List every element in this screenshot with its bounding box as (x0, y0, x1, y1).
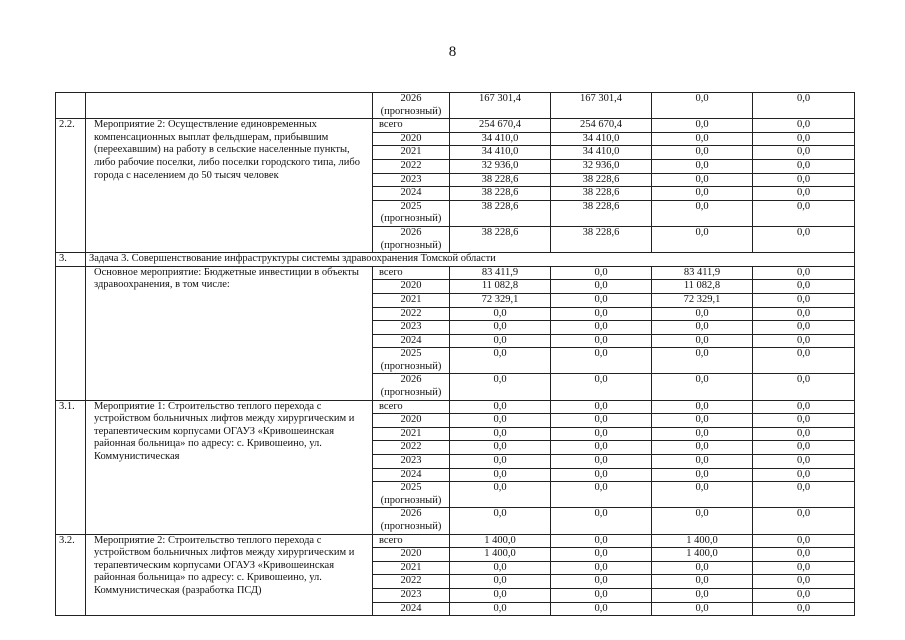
value-cell: 0,0 (551, 534, 652, 548)
year-cell: 2022 (373, 575, 450, 589)
year-cell: 2024 (373, 468, 450, 482)
description-cell: Мероприятие 2: Строительство теплого перехода с устройством больничных лифтов между хирургическим и терапевтическим корпусами ОГАУЗ «Кривошеинская районная больница» по адресу: с. Кривошеино, ул. Коммунистическая (разработка ПСД) (86, 534, 373, 616)
description-cell: Мероприятие 2: Осуществление единовременных компенсационных выплат фельдшерам, прибывшим (переехавшим) на работу в сельские населенные пункты, либо рабочие поселки, либо поселки городского типа, либо города с населением до 50 тысяч человек (86, 119, 373, 253)
value-cell: 0,0 (450, 348, 551, 374)
value-cell: 0,0 (652, 400, 753, 414)
task-heading-cell: Задача 3. Совершенствование инфраструктуры системы здравоохранения Томской области (86, 253, 855, 267)
value-cell: 0,0 (753, 266, 855, 280)
value-cell: 32 936,0 (551, 159, 652, 173)
value-cell: 0,0 (551, 602, 652, 616)
value-cell: 38 228,6 (450, 173, 551, 187)
year-cell: всего (373, 119, 450, 133)
description-cell (86, 93, 373, 119)
value-cell: 0,0 (753, 441, 855, 455)
year-cell: 2020 (373, 132, 450, 146)
budget-table (55, 92, 855, 616)
table-row (56, 93, 855, 119)
row-number-cell: 3. (56, 253, 86, 267)
value-cell: 38 228,6 (551, 226, 652, 252)
value-cell: 0,0 (652, 468, 753, 482)
value-cell: 34 410,0 (551, 132, 652, 146)
value-cell: 254 670,4 (551, 119, 652, 133)
value-cell: 0,0 (753, 508, 855, 534)
value-cell: 38 228,6 (551, 200, 652, 226)
value-cell: 38 228,6 (551, 173, 652, 187)
description-cell: Мероприятие 1: Строительство теплого перехода с устройством больничных лифтов между хирургическим и терапевтическим корпусами ОГАУЗ «Кривошеинская районная больница» по адресу: с. Кривошеино, ул. Коммунистическая (86, 400, 373, 534)
value-cell: 0,0 (652, 119, 753, 133)
value-cell: 0,0 (753, 427, 855, 441)
table-row (56, 534, 855, 548)
value-cell: 0,0 (652, 146, 753, 160)
year-cell: всего (373, 400, 450, 414)
value-cell: 83 411,9 (652, 266, 753, 280)
value-cell: 0,0 (652, 414, 753, 428)
value-cell: 0,0 (551, 374, 652, 400)
year-cell: 2025 (прогнозный) (373, 200, 450, 226)
value-cell: 254 670,4 (450, 119, 551, 133)
value-cell: 38 228,6 (450, 200, 551, 226)
value-cell: 0,0 (450, 427, 551, 441)
description-cell: Основное мероприятие: Бюджетные инвестиции в объекты здравоохранения, в том числе: (86, 266, 373, 400)
year-cell: 2023 (373, 455, 450, 469)
year-cell: 2025 (прогнозный) (373, 482, 450, 508)
value-cell: 0,0 (652, 441, 753, 455)
value-cell: 0,0 (450, 508, 551, 534)
value-cell: 0,0 (450, 482, 551, 508)
value-cell: 0,0 (652, 187, 753, 201)
value-cell: 0,0 (551, 441, 652, 455)
year-cell: всего (373, 534, 450, 548)
value-cell: 0,0 (753, 455, 855, 469)
row-number-cell (56, 93, 86, 119)
year-cell: 2020 (373, 548, 450, 562)
year-cell: 2023 (373, 173, 450, 187)
year-cell: 2022 (373, 441, 450, 455)
year-cell: 2026 (прогнозный) (373, 93, 450, 119)
year-cell: 2022 (373, 307, 450, 321)
value-cell: 0,0 (652, 588, 753, 602)
year-cell: 2024 (373, 187, 450, 201)
value-cell: 0,0 (753, 575, 855, 589)
value-cell: 0,0 (450, 307, 551, 321)
value-cell: 0,0 (652, 575, 753, 589)
value-cell: 0,0 (551, 348, 652, 374)
value-cell: 0,0 (753, 307, 855, 321)
value-cell: 0,0 (450, 602, 551, 616)
value-cell: 0,0 (652, 307, 753, 321)
row-number-cell (56, 266, 86, 400)
value-cell: 0,0 (652, 374, 753, 400)
value-cell: 0,0 (551, 575, 652, 589)
value-cell: 72 329,1 (450, 293, 551, 307)
year-cell: 2021 (373, 561, 450, 575)
value-cell: 0,0 (551, 293, 652, 307)
value-cell: 0,0 (753, 187, 855, 201)
value-cell: 0,0 (753, 280, 855, 294)
value-cell: 0,0 (652, 132, 753, 146)
value-cell: 0,0 (551, 588, 652, 602)
value-cell: 0,0 (753, 146, 855, 160)
value-cell: 34 410,0 (551, 146, 652, 160)
year-cell: 2024 (373, 602, 450, 616)
value-cell: 0,0 (551, 321, 652, 335)
value-cell: 0,0 (652, 173, 753, 187)
value-cell: 167 301,4 (551, 93, 652, 119)
value-cell: 0,0 (753, 132, 855, 146)
value-cell: 0,0 (551, 508, 652, 534)
value-cell: 0,0 (753, 548, 855, 562)
value-cell: 0,0 (753, 414, 855, 428)
value-cell: 34 410,0 (450, 146, 551, 160)
year-cell: 2020 (373, 280, 450, 294)
row-number-cell: 2.2. (56, 119, 86, 253)
table-row (56, 119, 855, 133)
row-number-cell: 3.2. (56, 534, 86, 616)
year-cell: 2021 (373, 146, 450, 160)
page-number: 8 (448, 44, 457, 60)
value-cell: 0,0 (551, 548, 652, 562)
year-cell: 2021 (373, 293, 450, 307)
value-cell: 11 082,8 (652, 280, 753, 294)
value-cell: 0,0 (652, 508, 753, 534)
value-cell: 83 411,9 (450, 266, 551, 280)
year-cell: 2021 (373, 427, 450, 441)
value-cell: 0,0 (551, 400, 652, 414)
value-cell: 0,0 (551, 455, 652, 469)
value-cell: 0,0 (753, 602, 855, 616)
value-cell: 0,0 (753, 561, 855, 575)
value-cell: 0,0 (652, 226, 753, 252)
value-cell: 11 082,8 (450, 280, 551, 294)
value-cell: 0,0 (652, 561, 753, 575)
value-cell: 0,0 (753, 159, 855, 173)
value-cell: 0,0 (450, 588, 551, 602)
value-cell: 0,0 (753, 374, 855, 400)
value-cell: 0,0 (753, 119, 855, 133)
value-cell: 0,0 (753, 348, 855, 374)
table-row (56, 253, 855, 267)
value-cell: 32 936,0 (450, 159, 551, 173)
value-cell: 0,0 (753, 534, 855, 548)
year-cell: 2025 (прогнозный) (373, 348, 450, 374)
value-cell: 0,0 (450, 561, 551, 575)
value-cell: 0,0 (551, 561, 652, 575)
value-cell: 0,0 (551, 482, 652, 508)
value-cell: 0,0 (753, 588, 855, 602)
value-cell: 0,0 (551, 280, 652, 294)
table-row (56, 266, 855, 280)
value-cell: 167 301,4 (450, 93, 551, 119)
value-cell: 0,0 (450, 414, 551, 428)
value-cell: 0,0 (450, 321, 551, 335)
value-cell: 0,0 (652, 427, 753, 441)
year-cell: 2023 (373, 588, 450, 602)
value-cell: 0,0 (652, 159, 753, 173)
value-cell: 0,0 (652, 455, 753, 469)
value-cell: 1 400,0 (652, 534, 753, 548)
value-cell: 0,0 (450, 334, 551, 348)
value-cell: 0,0 (551, 266, 652, 280)
year-cell: 2026 (прогнозный) (373, 508, 450, 534)
value-cell: 1 400,0 (450, 548, 551, 562)
year-cell: 2020 (373, 414, 450, 428)
value-cell: 1 400,0 (450, 534, 551, 548)
value-cell: 0,0 (652, 334, 753, 348)
value-cell: 0,0 (652, 200, 753, 226)
year-cell: 2022 (373, 159, 450, 173)
value-cell: 0,0 (753, 482, 855, 508)
value-cell: 38 228,6 (450, 226, 551, 252)
value-cell: 34 410,0 (450, 132, 551, 146)
row-number-cell: 3.1. (56, 400, 86, 534)
value-cell: 0,0 (551, 427, 652, 441)
value-cell: 1 400,0 (652, 548, 753, 562)
value-cell: 0,0 (753, 93, 855, 119)
value-cell: 0,0 (551, 468, 652, 482)
value-cell: 0,0 (753, 173, 855, 187)
year-cell: 2024 (373, 334, 450, 348)
year-cell: всего (373, 266, 450, 280)
value-cell: 0,0 (753, 226, 855, 252)
value-cell: 0,0 (652, 93, 753, 119)
value-cell: 0,0 (652, 348, 753, 374)
year-cell: 2023 (373, 321, 450, 335)
value-cell: 0,0 (551, 414, 652, 428)
value-cell: 0,0 (450, 468, 551, 482)
value-cell: 0,0 (652, 321, 753, 335)
value-cell: 0,0 (652, 602, 753, 616)
year-cell: 2026 (прогнозный) (373, 374, 450, 400)
value-cell: 0,0 (753, 293, 855, 307)
value-cell: 0,0 (551, 307, 652, 321)
value-cell: 0,0 (450, 575, 551, 589)
value-cell: 0,0 (450, 374, 551, 400)
value-cell: 0,0 (450, 455, 551, 469)
value-cell: 0,0 (450, 400, 551, 414)
value-cell: 0,0 (753, 321, 855, 335)
table-row (56, 400, 855, 414)
value-cell: 0,0 (753, 200, 855, 226)
value-cell: 0,0 (551, 334, 652, 348)
value-cell: 0,0 (652, 482, 753, 508)
value-cell: 0,0 (753, 468, 855, 482)
value-cell: 0,0 (753, 400, 855, 414)
value-cell: 72 329,1 (652, 293, 753, 307)
value-cell: 38 228,6 (551, 187, 652, 201)
year-cell: 2026 (прогнозный) (373, 226, 450, 252)
value-cell: 0,0 (753, 334, 855, 348)
value-cell: 38 228,6 (450, 187, 551, 201)
value-cell: 0,0 (450, 441, 551, 455)
